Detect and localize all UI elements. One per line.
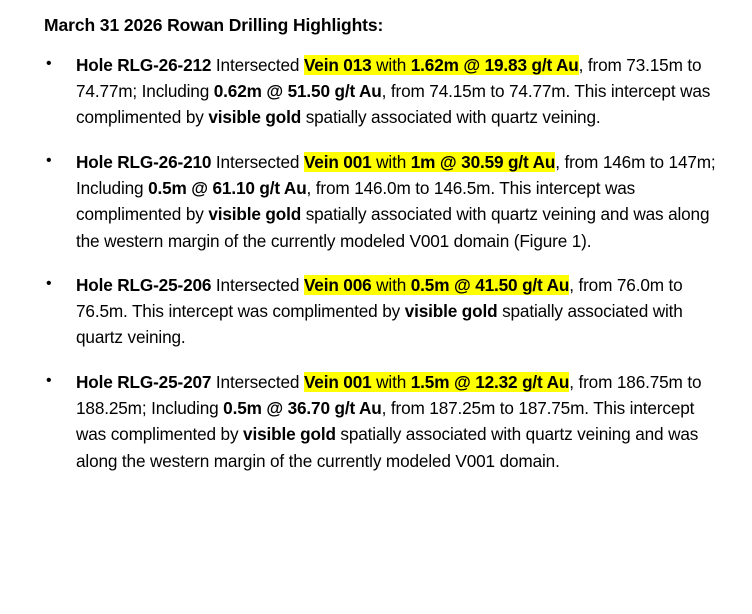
body-text: , from 146m to 147m; Including — [76, 151, 716, 198]
emphasis-text: Hole RLG-25-207 — [76, 371, 212, 392]
list-item — [38, 149, 726, 254]
body-text: , from 73.15m to 74.77m; Including — [76, 54, 702, 101]
emphasis-text: visible gold — [243, 424, 336, 445]
body-text: Intersected — [211, 54, 304, 75]
highlighted-text: Vein 013 — [303, 54, 372, 75]
body-text: spatially associated with quartz veining. — [76, 301, 683, 348]
emphasis-text: Hole RLG-26-212 — [76, 54, 212, 75]
body-text: , from 146.0m to 146.5m. This intercept was complimented by — [76, 177, 636, 225]
body-text: , from 74.15m to 74.77m. This intercept was complimented by — [76, 80, 711, 128]
emphasis-text: Hole RLG-26-210 — [76, 151, 212, 172]
highlighted-text: with — [371, 151, 411, 172]
emphasis-text: visible gold — [404, 301, 498, 322]
body-text: spatially associated with quartz veining and was along the western margin of the currently modeled V001 domain (Figure 1). — [76, 204, 710, 251]
list-item — [38, 369, 726, 474]
emphasis-text: visible gold — [208, 107, 302, 128]
body-text: Intersected — [211, 371, 304, 392]
body-text: , from 76.0m to 76.5m. This intercept was complimented by — [76, 274, 683, 322]
list-item — [38, 52, 726, 131]
emphasis-text: 0.5m @ 61.10 g/t Au — [148, 177, 307, 198]
highlights-list — [38, 52, 726, 474]
body-text: spatially associated with quartz veining. — [301, 107, 601, 128]
highlighted-text: Vein 001 — [303, 151, 372, 172]
highlighted-text: with — [371, 274, 411, 295]
list-item — [38, 272, 726, 351]
highlighted-text: with — [371, 371, 411, 392]
highlighted-text: 1m @ 30.59 g/t Au — [410, 151, 556, 172]
highlighted-text: with — [371, 54, 411, 75]
body-text: spatially associated with quartz veining and was along the western margin of the currently modeled V001 domain. — [76, 424, 699, 471]
emphasis-text: 0.62m @ 51.50 g/t Au — [213, 80, 382, 101]
body-text: Intersected — [211, 151, 304, 172]
page-title: March 31 2026 Rowan Drilling Highlights: — [44, 15, 384, 35]
highlighted-text: 1.62m @ 19.83 g/t Au — [410, 54, 579, 75]
body-text: , from 186.75m to 188.25m; Including — [76, 371, 702, 419]
emphasis-text: Hole RLG-25-206 — [76, 274, 212, 295]
body-text: Intersected — [211, 274, 304, 295]
highlighted-text: 1.5m @ 12.32 g/t Au — [410, 371, 570, 392]
highlighted-text: 0.5m @ 41.50 g/t Au — [410, 274, 570, 295]
body-text: , from 187.25m to 187.75m. This intercept was complimented by — [76, 398, 695, 445]
highlighted-text: Vein 006 — [303, 274, 372, 295]
emphasis-text: visible gold — [208, 204, 302, 225]
emphasis-text: 0.5m @ 36.70 g/t Au — [223, 398, 382, 419]
highlighted-text: Vein 001 — [303, 371, 372, 392]
